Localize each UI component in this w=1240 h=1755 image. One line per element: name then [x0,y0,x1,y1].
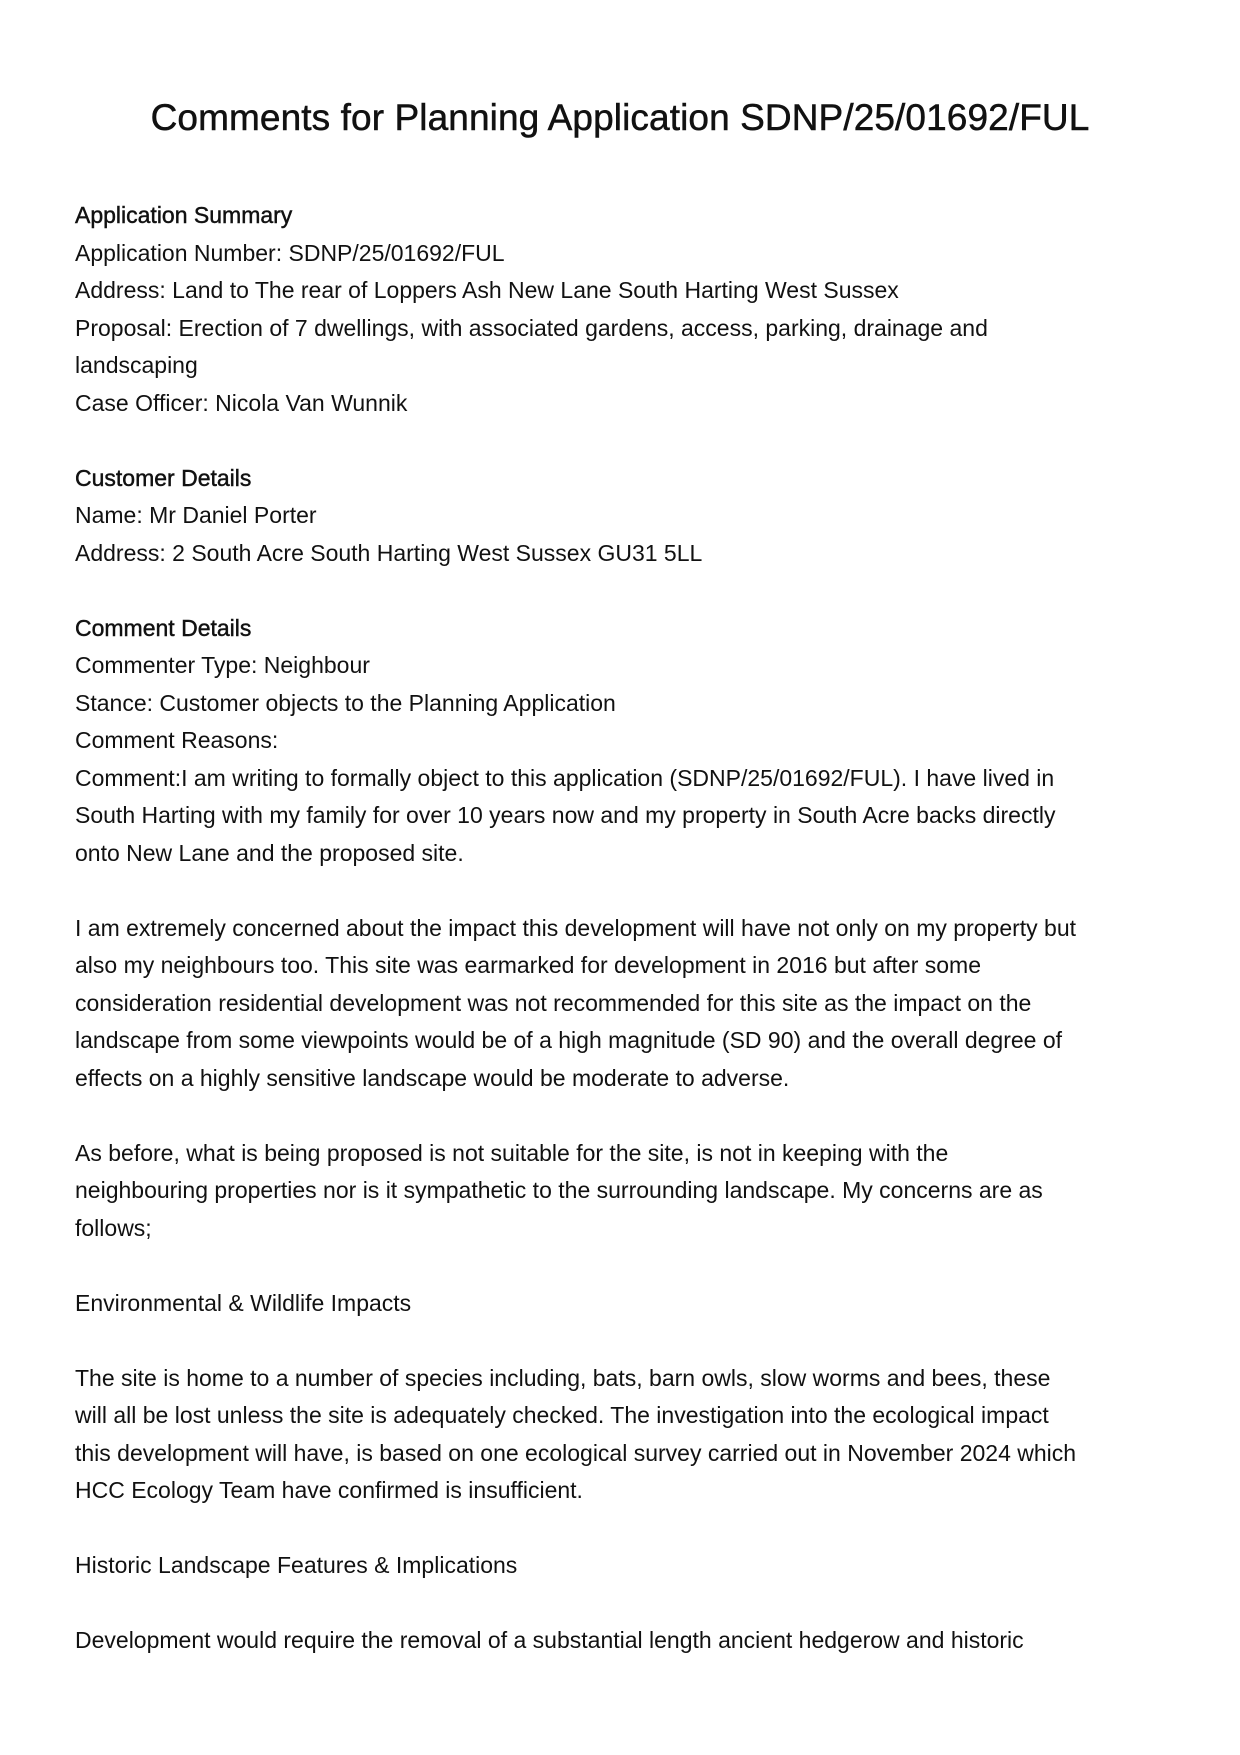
proposal-line-2: landscaping [75,352,198,378]
customer-details-section [75,460,1175,573]
paragraph-spacer [75,1322,1175,1360]
comment-line: consideration residential development was not recommended for this site as the impact on the [75,989,1032,1016]
comment-paragraph [75,1360,1175,1510]
application-address: Address: Land to The rear of Loppers Ash New Lane South Harting West Sussex [75,277,899,303]
application-summary-heading: Application Summary [75,202,293,228]
commenter-type: Commenter Type: Neighbour [75,652,370,678]
stance: Stance: Customer objects to the Planning Application [75,689,616,716]
comment-details-heading: Comment Details [75,614,252,641]
comment-line: neighbouring properties nor is it sympathetic to the surrounding landscape. My concerns are as [75,1177,1043,1203]
document-body [75,197,1175,1660]
comment-line: I am extremely concerned about the impact this development will have not only on my property but [75,914,1077,941]
comment-line: As before, what is being proposed is not suitable for the site, is not in keeping with the [75,1139,949,1166]
comment-line: Development would require the removal of a substantial length ancient hedgerow and historic [75,1627,1024,1653]
paragraph-spacer [75,1247,1175,1285]
comment-line: HCC Ecology Team have confirmed is insufficient. [75,1477,583,1503]
customer-address: Address: 2 South Acre South Harting West Sussex GU31 5LL [75,539,703,566]
comment-paragraph [75,1622,1175,1660]
customer-name: Name: Mr Daniel Porter [75,502,317,528]
comment-line: The site is home to a number of species including, bats, barn owls, slow worms and bees, these [75,1364,1051,1391]
section-spacer [75,572,1175,610]
comment-paragraph [75,910,1175,1098]
proposal-line-1: Proposal: Erection of 7 dwellings, with associated gardens, access, parking, drainage and [75,314,988,341]
paragraph-spacer [75,1097,1175,1135]
customer-details-heading: Customer Details [75,464,252,491]
application-summary-section [75,197,1175,422]
comment-line: onto New Lane and the proposed site. [75,839,464,866]
comment-text [75,760,1175,1660]
page-title: Comments for Planning Application SDNP/25/01692/FUL [150,97,1090,138]
comment-paragraph [75,1547,1175,1585]
paragraph-spacer [75,872,1175,910]
comment-line: Environmental & Wildlife Impacts [75,1289,412,1316]
comment-reasons: Comment Reasons: [75,727,279,753]
comment-line: South Harting with my family for over 10 years now and my property in South Acre backs directly [75,802,1056,828]
paragraph-spacer [75,1585,1175,1623]
comment-line: follows; [75,1214,152,1241]
comment-line: Comment:I am writing to formally object to this application (SDNP/25/01692/FUL). I have lived in [75,764,1055,791]
comment-paragraph [75,1135,1175,1248]
paragraph-spacer [75,1510,1175,1548]
comment-line: also my neighbours too. This site was earmarked for development in 2016 but after some [75,952,981,978]
comment-line: effects on a highly sensitive landscape would be moderate to adverse. [75,1064,790,1091]
section-spacer [75,422,1175,460]
case-officer: Case Officer: Nicola Van Wunnik [75,389,408,416]
comment-line: landscape from some viewpoints would be of a high magnitude (SD 90) and the overall degree of [75,1027,1063,1053]
comment-details-section [75,610,1175,1660]
comment-line: this development will have, is based on one ecological survey carried out in November 2024 which [75,1439,1077,1466]
comment-paragraph [75,1285,1175,1323]
comment-paragraph [75,760,1175,873]
application-number: Application Number: SDNP/25/01692/FUL [75,239,505,266]
comment-line: will all be lost unless the site is adequately checked. The investigation into the ecological impact [75,1402,1049,1428]
comment-line: Historic Landscape Features & Implications [75,1552,518,1578]
